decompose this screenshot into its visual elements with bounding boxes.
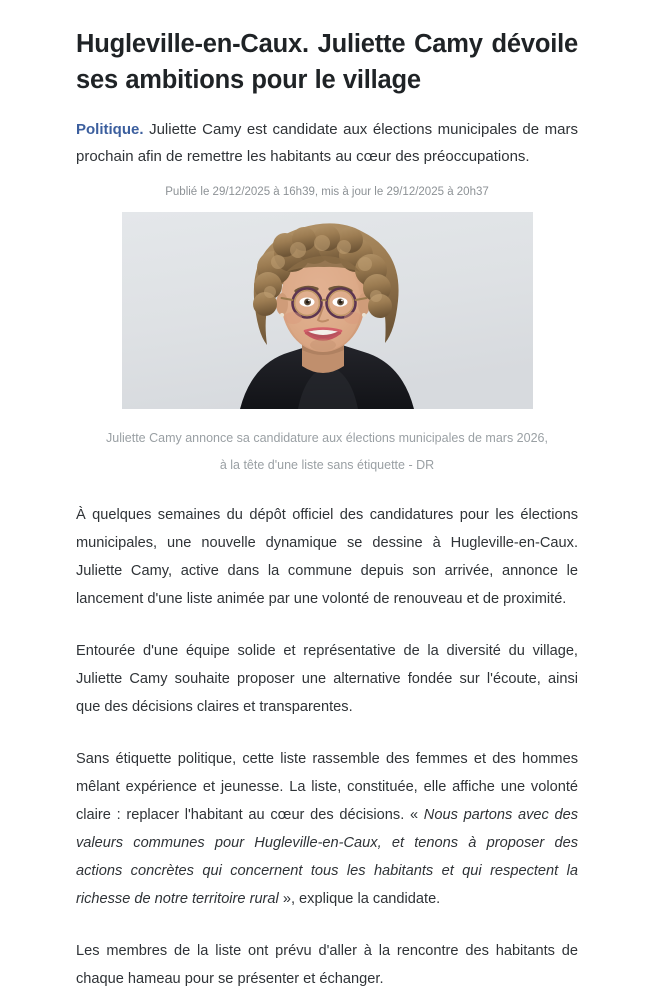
article-container xyxy=(76,0,578,993)
photo-caption-line-2: à la tête d'une liste sans étiquette - DR xyxy=(219,458,435,472)
photo-caption-line-1: Juliette Camy annonce sa candidature aux élections municipales de mars 2026, xyxy=(106,431,548,445)
quote-close-guillemet: » xyxy=(278,891,291,907)
pull-quote-text: Nous partons avec des valeurs communes pour Hugleville-en-Caux, et tenons à proposer des actions concrètes qui concernent tous les habitants et qui respectent la richesse de notre territoire rural xyxy=(76,807,579,907)
article-body xyxy=(76,479,578,993)
body-paragraph-4: Les membres de la liste ont prévu d'aller à la rencontre des habitants de chaque hameau pour se présenter et échanger. xyxy=(76,943,578,987)
article-standfirst xyxy=(76,98,578,170)
body-paragraph-2: Entourée d'une équipe solide et représentative de la diversité du village, Juliette Camy souhaite proposer une alternative fondée sur l'écoute, ainsi que des décisions claires et transparentes. xyxy=(76,643,578,715)
photo-caption xyxy=(76,409,578,479)
publication-timestamp: Publié le 29/12/2025 à 16h39, mis à jour le 29/12/2025 à 20h37 xyxy=(165,186,489,198)
article-figure xyxy=(76,200,578,479)
article-photo[interactable] xyxy=(122,212,533,409)
paragraph-3-lead: Sans étiquette politique, cette liste rassemble des femmes et des hommes mêlant expérience et jeunesse. La liste, constituée, elle affiche une volonté claire : replacer l'habitant au cœur des décisions. xyxy=(76,751,578,823)
page-title: Hugleville-en-Caux. Juliette Camy dévoile ses ambitions pour le village xyxy=(76,30,578,94)
quote-open-guillemet: « xyxy=(409,807,424,823)
quote-attribution: , explique la candidate. xyxy=(290,891,441,907)
portrait-photo-illustration xyxy=(122,212,533,409)
body-paragraph-1: À quelques semaines du dépôt officiel des candidatures pour les élections municipales, une nouvelle dynamique se dessine à Hugleville-en-Caux. Juliette Camy, active dans la commune depuis son arrivée, annonce le lancement d'une liste animée par une volonté de renouveau et de proximité. xyxy=(76,507,578,607)
standfirst-text: Juliette Camy est candidate aux élections municipales de mars prochain afin de remettre les habitants au cœur des préoccupations. xyxy=(76,121,578,165)
body-paragraph-3 xyxy=(76,745,578,913)
rubric-label[interactable]: Politique. xyxy=(76,121,144,138)
